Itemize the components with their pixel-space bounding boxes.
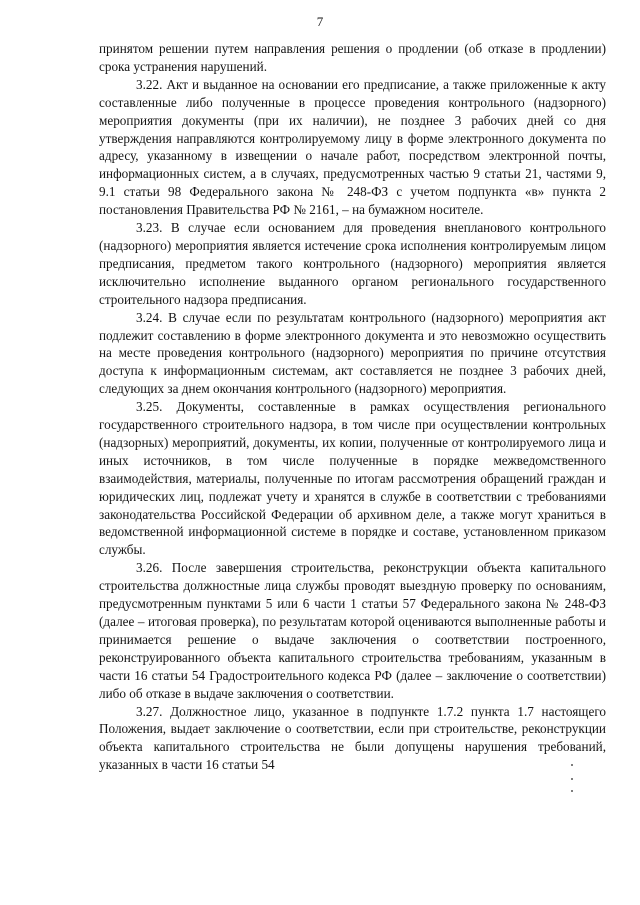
document-body	[99, 40, 606, 774]
paragraph-3-23: 3.23. В случае если основанием для проведения внепланового контрольного (надзорного) мероприятия является истечение срока исполнения контролируемым лицом предписания, предметом такого контрольного (надзорного) мероприятия является исключительно исполнение выданного органом регионального государственного строительного надзора предписания.	[99, 220, 606, 307]
paragraph-3-22: 3.22. Акт и выданное на основании его предписание, а также приложенные к акту составленные либо полученные в процессе проведения контрольного (надзорного) мероприятия документы (при их наличии), не позднее 3 рабочих дней со дня утверждения направляются контролируемому лицу в форме электронного документа по адресу, указанному в извещении о начале работ, посредством электронной почты, информационных систем, а в случаях, предусмотренных частью 9 статьи 21, частями 9, 9.1 статьи 98 Федерального закона № 248-ФЗ с учетом подпункта «в» пункта 2 постановления Правительства РФ № 2161, – на бумажном носителе.	[99, 76, 606, 218]
paragraph-3-27: 3.27. Должностное лицо, указанное в подпункте 1.7.2 пункта 1.7 настоящего Положения, выдает заключение о соответствии, если при строительстве, реконструкции объекта капитального строительства не были допущены нарушения требований, указанных в части 16 статьи 54	[99, 703, 606, 773]
paragraph-continuation: принятом решении путем направления решения о продлении (об отказе в продлении) срока устранения нарушений.	[99, 41, 606, 74]
paragraph-3-26: 3.26. После завершения строительства, реконструкции объекта капитального строительства должностные лица службы проводят выездную проверку по основаниям, предусмотренным пунктами 5 или 6 части 1 статьи 57 Федерального закона № 248-ФЗ (далее – итоговая проверка), по результатам которой оцениваются выполненные работы и принимается решение о выдаче заключения о соответствии построенного, реконструированного объекта капитального строительства требованиям, указанным в части 16 статьи 54 Градостроительного кодекса РФ (далее – заключение о соответствии) либо об отказе в выдаче заключения о соответствии.	[99, 560, 606, 701]
page-number: 7	[316, 14, 324, 29]
paragraph-3-24: 3.24. В случае если по результатам контрольного (надзорного) мероприятия акт подлежит составлению в форме электронного документа и это невозможно осуществить на месте проведения контрольного (надзорного) мероприятия по причине отсутствия доступа к информационным системам, акт составляется не позднее 3 рабочих дней, следующих за днем окончания контрольного (надзорного) мероприятия.	[99, 309, 606, 397]
scan-specks	[571, 764, 575, 794]
paragraph-3-25: 3.25. Документы, составленные в рамках осуществления регионального государственного строительного надзора, в том числе при осуществлении контрольных (надзорных) мероприятий, документы, их копии, полученные от контролируемого лица и иных источников, в том числе полученные в порядке межведомственного взаимодействия, материалы, полученные по итогам рассмотрения обращений граждан и юридических лиц, подлежат учету и хранятся в службе в соответствии с требованиями законодательства Российской Федерации об архивном деле, а также могут храниться в ведомственной информационной системе в порядке и составе, установленном приказом службы.	[99, 399, 606, 558]
